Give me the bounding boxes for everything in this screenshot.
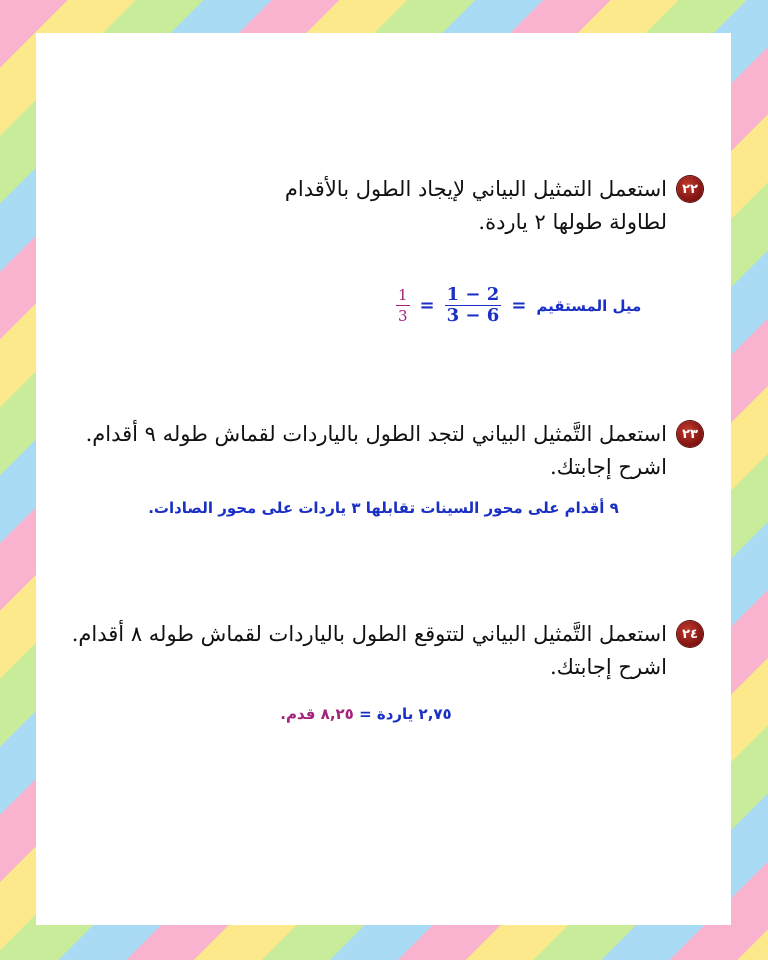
slope-equation: [396, 285, 641, 326]
question-24-number: ٢٤: [677, 621, 703, 647]
slope-result-numerator: 1: [398, 286, 408, 304]
question-24: [36, 618, 703, 684]
slope-result-fraction: [396, 285, 410, 326]
slope-difference-numerator: 1 − 2: [446, 284, 500, 305]
equals-sign-1: =: [511, 295, 527, 316]
slope-difference-fraction: [445, 285, 502, 326]
question-22-line1: استعمل التمثيل البياني لإيجاد الطول بالأقدام: [284, 177, 667, 201]
equals-sign-2: =: [419, 295, 435, 316]
slope-difference-denominator: 3 − 6: [446, 305, 500, 326]
question-23-number: ٢٣: [677, 421, 703, 447]
question-22-number: ٢٢: [677, 176, 703, 202]
slope-result-denominator: 3: [398, 307, 408, 325]
question-23-text: استعمل التَّمثيل البياني لتجد الطول بالياردات لقماش طوله ٩ أقدام. اشرح إجابتك.: [85, 422, 667, 479]
question-24-answer-yards: ٢,٧٥ ياردة =: [359, 705, 452, 723]
question-23: [36, 418, 703, 484]
worksheet-page: [36, 33, 731, 925]
question-22: [285, 173, 703, 239]
question-24-answer: [236, 705, 496, 723]
question-23-answer: ٩ أقدام على محور السينات تقابلها ٣ ياردات على محور الصادات.: [148, 499, 619, 517]
slope-label: ميل المستقيم: [536, 296, 642, 315]
question-22-line2: لطاولة طولها ٢ ياردة.: [478, 210, 667, 234]
question-24-text: استعمل التَّمثيل البياني لتتوقع الطول بالياردات لقماش طوله ٨ أقدام. اشرح إجابتك.: [71, 622, 667, 679]
question-22-text: [285, 173, 667, 239]
question-24-answer-feet: ٨,٢٥ قدم.: [280, 705, 354, 723]
